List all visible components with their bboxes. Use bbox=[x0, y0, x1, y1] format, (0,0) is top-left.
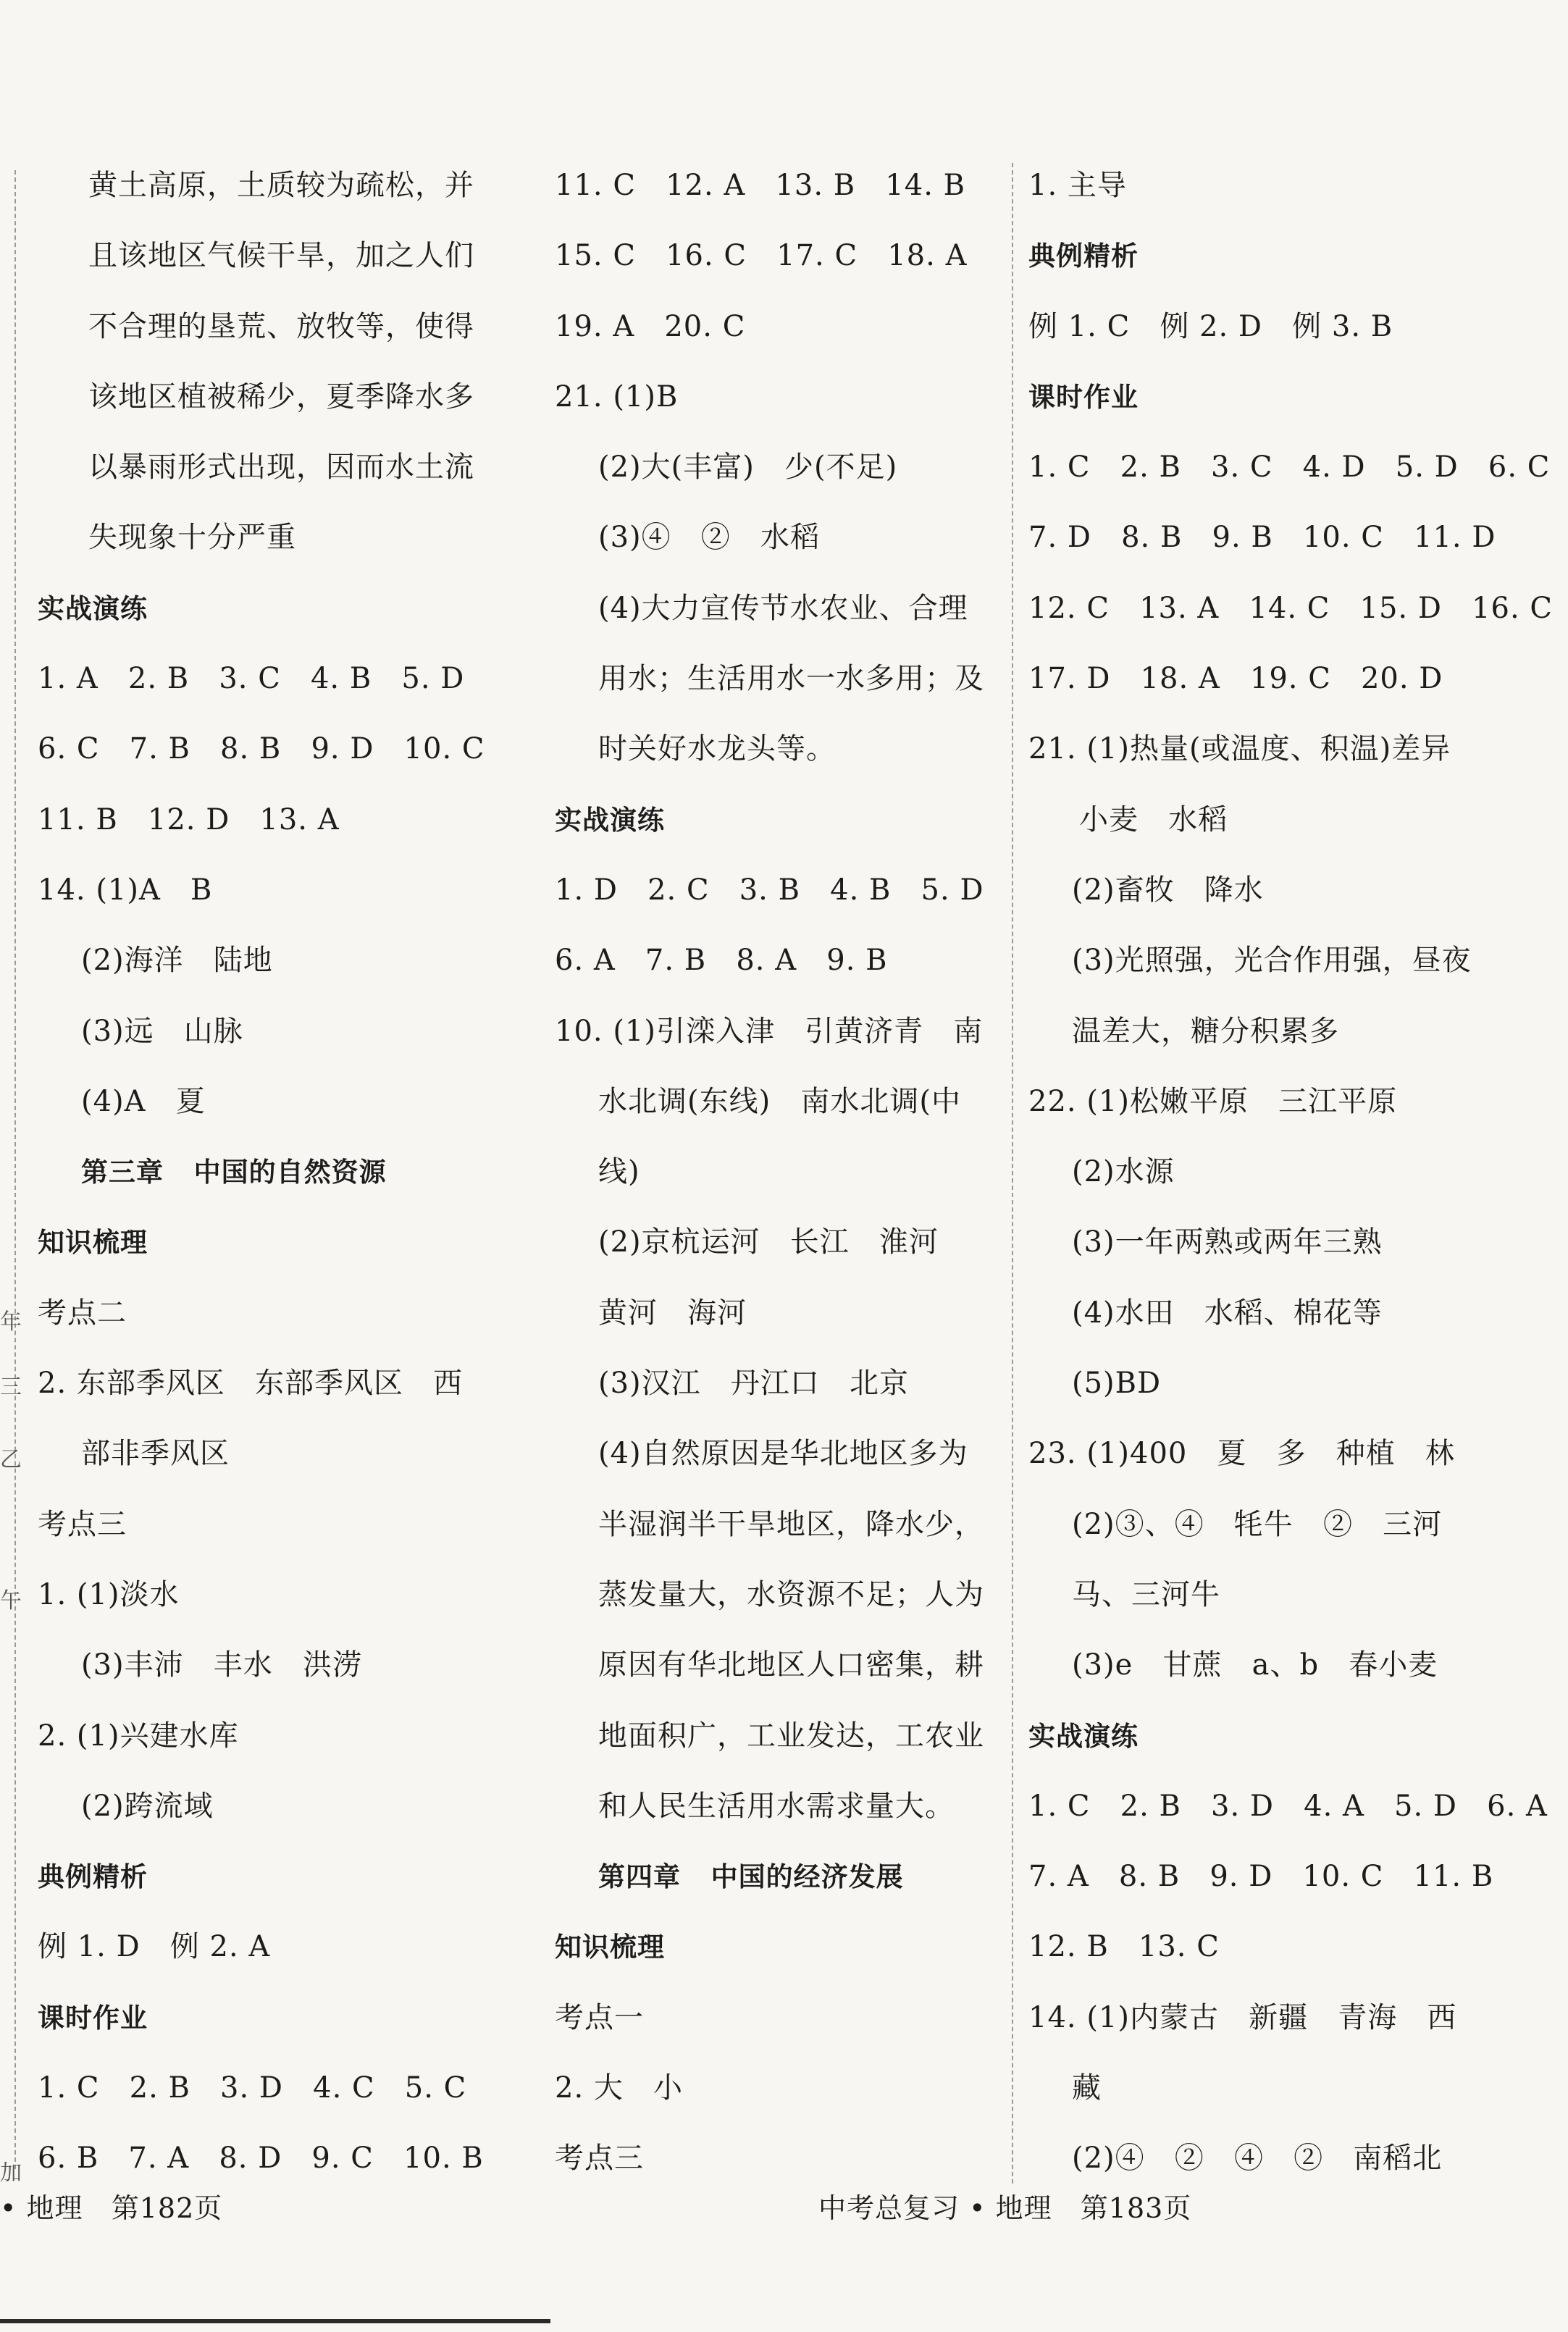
answer-line: 以暴雨形式出现，因而水土流 bbox=[88, 450, 474, 485]
answer-line: 地面积广，工业发达，工农业 bbox=[598, 1719, 984, 1753]
answer-line: (3)④ ② 水稻 bbox=[598, 521, 820, 555]
answer-line: (2)海洋 陆地 bbox=[81, 944, 273, 978]
answer-line: 考点三 bbox=[555, 2142, 644, 2176]
answer-line: (2)跨流域 bbox=[81, 1789, 214, 1823]
answer-line: 2. 东部季风区 东部季风区 西 bbox=[38, 1367, 464, 1401]
answer-line: (3)一年两熟或两年三熟 bbox=[1072, 1225, 1383, 1259]
answer-line: 14. (1)内蒙古 新疆 青海 西 bbox=[1028, 2000, 1457, 2034]
answer-line: 温差大，糖分积累多 bbox=[1072, 1014, 1339, 1048]
section-heading: 课时作业 bbox=[38, 2002, 148, 2034]
answer-line: (2)水源 bbox=[1072, 1155, 1175, 1189]
section-heading: 典例精析 bbox=[1028, 240, 1139, 272]
answer-line: 17. D 18. A 19. C 20. D bbox=[1028, 662, 1443, 696]
answer-line: 用水；生活用水一水多用；及 bbox=[598, 662, 984, 696]
answer-line: 半湿润半干旱地区，降水少， bbox=[598, 1507, 984, 1541]
answer-line: 黄河 海河 bbox=[598, 1296, 747, 1330]
answer-line: 22. (1)松嫩平原 三江平原 bbox=[1028, 1084, 1398, 1118]
answer-line: 考点一 bbox=[555, 2000, 644, 2034]
section-heading: 第四章 中国的经济发展 bbox=[598, 1861, 904, 1893]
answer-line: 马、三河牛 bbox=[1072, 1577, 1220, 1611]
answer-line: (2)京杭运河 长江 淮河 bbox=[598, 1225, 939, 1259]
answer-line: 1. C 2. B 3. C 4. D 5. D 6. C bbox=[1028, 450, 1551, 485]
answer-line: (3)e 甘蔗 a、b 春小麦 bbox=[1072, 1648, 1438, 1682]
section-heading: 第三章 中国的自然资源 bbox=[81, 1157, 387, 1188]
answer-line: 小麦 水稻 bbox=[1079, 802, 1228, 836]
section-heading: 实战演练 bbox=[555, 804, 665, 836]
answer-line: 不合理的垦荒、放牧等，使得 bbox=[88, 309, 474, 343]
edge-fragment: 乙 bbox=[0, 1447, 22, 1472]
answer-column-left bbox=[38, 151, 508, 2194]
answer-column-middle bbox=[555, 151, 1018, 2194]
answer-line: 21. (1)热量(或温度、积温)差异 bbox=[1028, 732, 1451, 766]
answer-line: 2. 大 小 bbox=[555, 2071, 684, 2105]
edge-fragment: 三 bbox=[0, 1375, 22, 1400]
edge-fragment: 加 bbox=[0, 2160, 22, 2186]
answer-line: (4)自然原因是华北地区多为 bbox=[598, 1437, 968, 1471]
answer-line: (4)A 夏 bbox=[81, 1084, 206, 1118]
answer-line: 10. (1)引滦入津 引黄济青 南 bbox=[555, 1014, 984, 1048]
answer-line: 原因有华北地区人口密集，耕 bbox=[598, 1648, 984, 1682]
answer-line: 1. D 2. C 3. B 4. B 5. D bbox=[555, 873, 984, 907]
answer-line: (4)大力宣传节水农业、合理 bbox=[598, 591, 968, 625]
answer-line: 6. A 7. B 8. A 9. B bbox=[555, 944, 888, 978]
answer-line: 例 1. D 例 2. A bbox=[38, 1930, 271, 1964]
answer-line: 11. C 12. A 13. B 14. B bbox=[555, 169, 966, 202]
section-heading: 实战演练 bbox=[1028, 1720, 1139, 1752]
section-heading: 知识梳理 bbox=[555, 1932, 665, 1963]
answer-line: 失现象十分严重 bbox=[88, 521, 296, 555]
answer-line: 14. (1)A B bbox=[38, 873, 213, 907]
section-heading: 实战演练 bbox=[38, 592, 148, 624]
answer-line: 时关好水龙头等。 bbox=[598, 732, 836, 766]
answer-line: 6. B 7. A 8. D 9. C 10. B bbox=[38, 2142, 484, 2176]
answer-line: 和人民生活用水需求量大。 bbox=[598, 1789, 955, 1823]
section-heading: 课时作业 bbox=[1028, 381, 1139, 413]
edge-fragment: 午 bbox=[0, 1588, 22, 1614]
bottom-rule bbox=[0, 2319, 550, 2323]
section-heading: 知识梳理 bbox=[38, 1227, 148, 1259]
answer-line: 21. (1)B bbox=[555, 379, 679, 414]
answer-line: (3)丰沛 丰水 洪涝 bbox=[81, 1648, 362, 1682]
answer-line: 1. C 2. B 3. D 4. C 5. C bbox=[38, 2071, 467, 2105]
answer-line: 19. A 20. C bbox=[555, 309, 746, 343]
answer-line: 考点二 bbox=[38, 1296, 127, 1330]
answer-line: 11. B 12. D 13. A bbox=[38, 802, 340, 836]
answer-line: (5)BD bbox=[1072, 1367, 1162, 1401]
answer-line: (4)水田 水稻、棉花等 bbox=[1072, 1296, 1383, 1330]
answer-line: (2)④ ② ④ ② 南稻北 bbox=[1072, 2142, 1443, 2176]
answer-line: 蒸发量大，水资源不足；人为 bbox=[598, 1577, 984, 1611]
answer-line: (3)光照强，光合作用强，昼夜 bbox=[1072, 944, 1472, 978]
answer-line: 线) bbox=[598, 1155, 640, 1189]
answer-line: 黄土高原，土质较为疏松，并 bbox=[88, 169, 474, 202]
answer-line: 1. A 2. B 3. C 4. B 5. D bbox=[38, 662, 465, 696]
page-footer-left: • 地理 第182页 bbox=[0, 2192, 223, 2224]
answer-line: (2)大(丰富) 少(不足) bbox=[598, 450, 898, 485]
answer-line: (2)③、④ 牦牛 ② 三河 bbox=[1072, 1507, 1443, 1541]
answer-line: 1. C 2. B 3. D 4. A 5. D 6. A bbox=[1028, 1789, 1548, 1823]
answer-column-right bbox=[1028, 151, 1553, 2194]
answer-line: (3)远 山脉 bbox=[81, 1014, 243, 1048]
answer-line: 例 1. C 例 2. D 例 3. B bbox=[1028, 309, 1393, 343]
left-page-fold-line bbox=[14, 170, 16, 2169]
answer-line: 7. A 8. B 9. D 10. C 11. B bbox=[1028, 1860, 1494, 1894]
answer-line: 12. C 13. A 14. C 15. D 16. C bbox=[1028, 591, 1553, 625]
answer-line: 15. C 16. C 17. C 18. A bbox=[555, 239, 968, 273]
answer-line: 该地区植被稀少，夏季降水多 bbox=[88, 379, 474, 414]
answer-line: 2. (1)兴建水库 bbox=[38, 1719, 239, 1753]
answer-line: 考点三 bbox=[38, 1507, 127, 1541]
answer-line: (3)汉江 丹江口 北京 bbox=[598, 1367, 909, 1401]
answer-line: 12. B 13. C bbox=[1028, 1930, 1220, 1964]
answer-line: 水北调(东线) 南水北调(中 bbox=[598, 1084, 961, 1118]
answer-line: 且该地区气候干旱，加之人们 bbox=[88, 239, 474, 273]
answer-line: 23. (1)400 夏 多 种植 林 bbox=[1028, 1437, 1455, 1471]
edge-fragment: 年 bbox=[0, 1309, 22, 1335]
page-footer-right: 中考总复习 • 地理 第183页 bbox=[818, 2192, 1192, 2224]
answer-line: 7. D 8. B 9. B 10. C 11. D bbox=[1028, 521, 1496, 555]
answer-line: 1. 主导 bbox=[1028, 169, 1127, 202]
answer-line: (2)畜牧 降水 bbox=[1072, 873, 1264, 907]
answer-line: 1. (1)淡水 bbox=[38, 1577, 180, 1611]
section-heading: 典例精析 bbox=[38, 1861, 148, 1893]
answer-line: 部非季风区 bbox=[81, 1437, 230, 1471]
answer-line: 藏 bbox=[1072, 2071, 1102, 2105]
answer-line: 6. C 7. B 8. B 9. D 10. C bbox=[38, 732, 485, 766]
